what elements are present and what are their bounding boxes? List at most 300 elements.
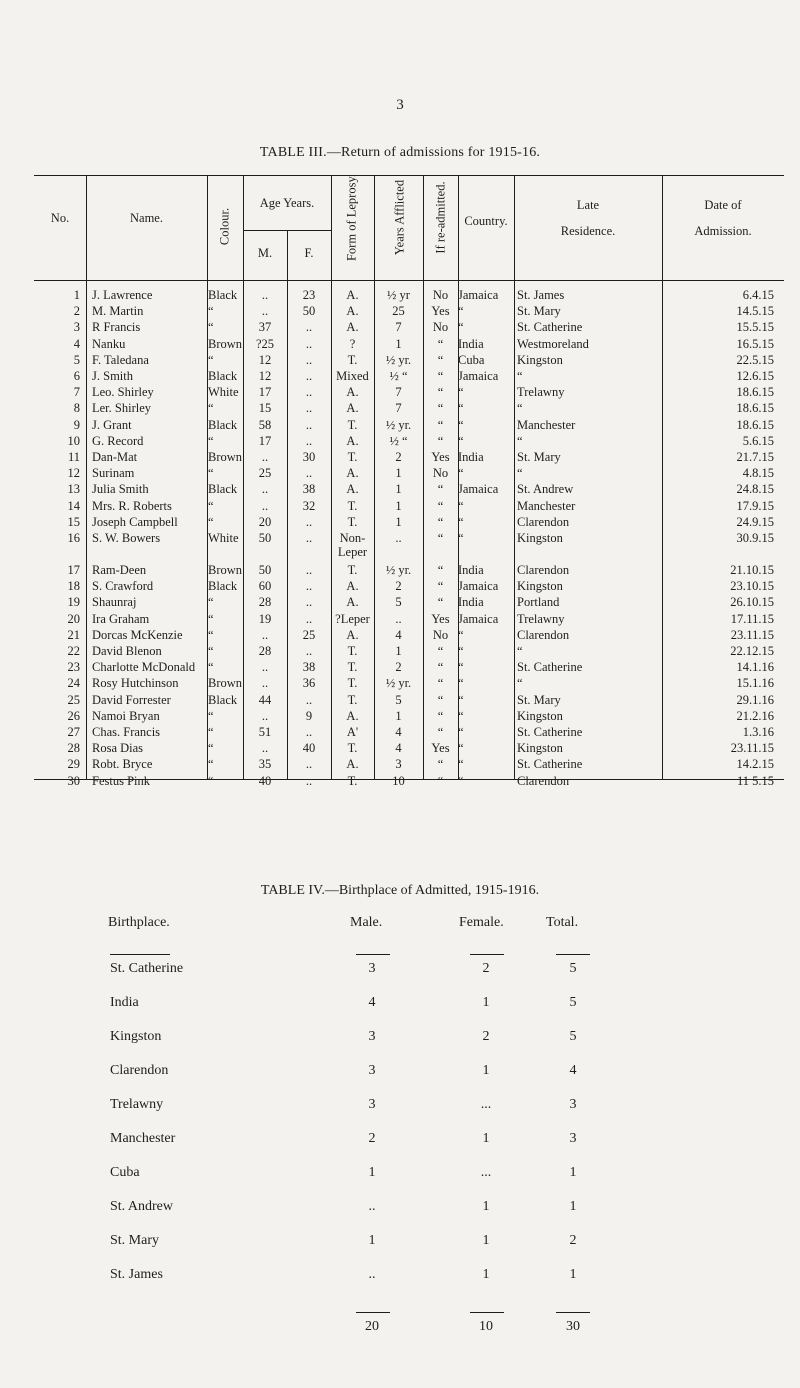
cell-m: 25 (258, 466, 272, 481)
cell-male: 2 (368, 1131, 376, 1146)
cell-years: 25 (392, 304, 405, 319)
header-readmitted: If re-admitted. (433, 181, 448, 254)
cell-name: Rosy Hutchinson (92, 676, 179, 691)
cell-m: .. (261, 660, 269, 675)
cell-colour: Black (208, 288, 238, 302)
cell-re: Yes (431, 304, 450, 319)
cell-name: Festus Pink (92, 773, 151, 788)
cell-male: 4 (368, 995, 376, 1010)
cell-place: Cuba (110, 1165, 140, 1180)
cell-place: Clarendon (110, 1063, 169, 1078)
cell-no: 4 (73, 336, 80, 351)
cell-re: “ (437, 725, 444, 739)
cell-form: T. (347, 563, 358, 577)
cell-no: 25 (67, 692, 80, 707)
cell-m: .. (261, 450, 269, 464)
cell-colour: Brown (208, 563, 243, 577)
cell-name: Robt. Bryce (92, 757, 153, 772)
cell-re: “ (437, 385, 444, 400)
cell-years: 5 (395, 692, 402, 707)
cell-res: St. Mary (517, 692, 561, 707)
cell-no: 17 (67, 563, 80, 577)
header-admission: Admission. (694, 224, 752, 238)
cell-date: 17.11.15 (730, 611, 774, 626)
cell-date: 16.5.15 (736, 336, 774, 351)
cell-f: .. (305, 320, 313, 335)
cell-form: T. (347, 450, 358, 464)
cell-res: Kingston (517, 741, 563, 756)
table-row (34, 498, 784, 514)
cell-years: 1 (395, 498, 402, 513)
cell-m: .. (261, 498, 269, 513)
table-row (34, 481, 784, 497)
table-row (34, 287, 784, 303)
cell-country: Cuba (458, 352, 485, 367)
cell-no: 8 (73, 401, 80, 416)
cell-years: 10 (392, 773, 405, 788)
cell-total: 1 (569, 1267, 577, 1282)
cell-name: Julia Smith (92, 482, 149, 497)
cell-res: “ (517, 644, 523, 658)
table-row (34, 319, 784, 335)
cell-date: 17.9.15 (736, 498, 774, 513)
cell-place: India (110, 995, 139, 1010)
cell-date: 24.9.15 (736, 514, 774, 529)
cell-m: 17 (258, 385, 272, 400)
table-row (34, 643, 784, 659)
cell-m: 28 (258, 644, 272, 658)
cell-no: 16 (67, 531, 80, 545)
cell-f: .. (305, 336, 313, 351)
cell-f: .. (305, 385, 313, 400)
cell-country: India (458, 563, 484, 577)
cell-male: 1 (368, 1233, 376, 1248)
cell-no: 13 (67, 482, 80, 497)
cell-res: St. Catherine (517, 725, 583, 739)
cell-m: .. (261, 627, 269, 642)
cell-res: Kingston (517, 531, 563, 545)
cell-female: 1 (482, 1267, 490, 1282)
cell-years: 2 (395, 579, 402, 594)
cell-f: 9 (305, 708, 313, 723)
cell-form: A. (346, 385, 359, 400)
cell-years: 1 (395, 336, 402, 351)
table-row (34, 352, 784, 368)
cell-male: .. (368, 1267, 376, 1282)
cell-date: 14.5.15 (736, 304, 774, 319)
cell-re: “ (437, 563, 444, 577)
page-number: 3 (396, 97, 404, 113)
cell-country: “ (458, 725, 464, 739)
header-country: Country. (464, 214, 508, 228)
cell-years: 1 (395, 644, 402, 658)
cell-date: 21.2.16 (736, 708, 774, 723)
header-female: Female. (459, 915, 504, 930)
cell-f: .. (305, 563, 313, 577)
total-total: 30 (566, 1319, 580, 1334)
cell-m: 58 (258, 417, 272, 432)
list-item (0, 1130, 800, 1148)
cell-country: Jamaica (458, 482, 499, 497)
cell-f: .. (305, 579, 313, 594)
cell-date: 5.6.15 (742, 433, 774, 448)
cell-f: 25 (302, 627, 316, 642)
cell-total: 3 (569, 1097, 577, 1112)
cell-f: .. (305, 725, 313, 739)
cell-years: ½ yr. (385, 676, 412, 691)
cell-years: 1 (395, 514, 402, 529)
cell-f: 23 (302, 288, 316, 302)
table-row (34, 433, 784, 449)
cell-colour: “ (208, 725, 214, 739)
cell-m: 12 (258, 352, 272, 367)
cell-m: 15 (258, 401, 272, 416)
cell-form: A. (346, 482, 359, 497)
table-row (34, 303, 784, 319)
cell-years: ½ “ (389, 433, 408, 448)
cell-date: 12.6.15 (736, 369, 774, 383)
cell-years: 4 (395, 627, 402, 642)
header-colour: Colour. (217, 207, 232, 246)
cell-total: 1 (569, 1165, 577, 1180)
cell-name: Namoi Bryan (92, 708, 160, 723)
cell-form: Non- (339, 531, 366, 545)
cell-years: 1 (395, 708, 402, 723)
cell-total: 5 (569, 961, 577, 976)
cell-form: A. (346, 401, 359, 416)
rule (356, 954, 390, 955)
header-total: Total. (546, 915, 579, 930)
cell-form: T. (347, 352, 358, 367)
cell-f: 30 (302, 450, 316, 464)
cell-total: 5 (569, 1029, 577, 1044)
cell-form: Mixed (336, 369, 369, 383)
cell-male: 3 (368, 1097, 376, 1112)
cell-colour: “ (208, 757, 214, 772)
rule (34, 280, 784, 281)
cell-f: .. (305, 433, 313, 448)
cell-form: T. (347, 773, 358, 788)
cell-date: 24.8.15 (736, 482, 774, 497)
cell-years: 3 (395, 757, 402, 772)
cell-re: “ (437, 660, 444, 675)
cell-total: 3 (569, 1131, 577, 1146)
cell-date: 29.1.16 (736, 692, 774, 707)
table4-title: TABLE IV.—Birthplace of Admitted, 1915-1916. (260, 883, 540, 898)
cell-res: St. Catherine (517, 660, 583, 675)
cell-res: Portland (517, 595, 560, 610)
cell-re: “ (437, 595, 444, 610)
table-row (34, 692, 784, 708)
cell-no: 7 (73, 385, 80, 400)
cell-res: St. Mary (517, 450, 561, 464)
cell-res: Trelawny (517, 611, 565, 626)
cell-no: 5 (73, 352, 80, 367)
cell-re: “ (437, 757, 444, 772)
cell-colour: “ (208, 498, 214, 513)
cell-res: Kingston (517, 708, 563, 723)
cell-name: Mrs. R. Roberts (92, 498, 172, 513)
cell-re: “ (437, 708, 444, 723)
cell-re: “ (437, 498, 444, 513)
header-residence: Residence. (560, 224, 616, 238)
cell-colour: Black (208, 369, 238, 383)
cell-m: 28 (258, 595, 272, 610)
cell-years: 2 (395, 660, 402, 675)
cell-country: “ (458, 627, 464, 642)
cell-years: ½ yr (387, 288, 410, 302)
cell-total: 2 (569, 1233, 577, 1248)
cell-place: St. James (110, 1267, 163, 1282)
cell-name: G. Record (92, 433, 144, 448)
cell-form: T. (347, 692, 358, 707)
cell-date: 18.6.15 (736, 401, 774, 416)
cell-female: 1 (482, 1063, 490, 1078)
cell-name: Shaunraj (92, 595, 137, 610)
cell-no: 11 (67, 450, 80, 464)
cell-re: “ (437, 482, 444, 497)
cell-form: A' (346, 725, 359, 739)
cell-no: 19 (67, 595, 80, 610)
cell-date: 22.12.15 (730, 644, 774, 658)
cell-female: ... (480, 1097, 492, 1112)
cell-re: “ (437, 514, 444, 529)
cell-date: 23.11.15 (730, 627, 774, 642)
cell-country: “ (458, 644, 464, 658)
cell-years: .. (395, 611, 402, 626)
cell-date: 18.6.15 (736, 385, 774, 400)
cell-colour: White (208, 385, 239, 400)
cell-country: “ (458, 514, 464, 529)
cell-no: 14 (67, 498, 80, 513)
list-item (0, 1198, 800, 1216)
list-item (0, 1164, 800, 1182)
cell-country: India (458, 595, 484, 610)
cell-m: 20 (258, 514, 272, 529)
cell-date: 6.4.15 (742, 288, 774, 302)
cell-country: Jamaica (458, 611, 499, 626)
cell-res: Kingston (517, 579, 563, 594)
header-age: Age Years. (259, 196, 315, 210)
table-row (34, 627, 784, 643)
cell-country: “ (458, 466, 464, 481)
cell-total: 1 (569, 1199, 577, 1214)
header-years-afflicted: Years Afflicted (392, 179, 407, 256)
cell-no: 2 (73, 304, 80, 319)
cell-res: Clarendon (517, 627, 570, 642)
cell-no: 23 (67, 660, 80, 675)
cell-place: Kingston (110, 1029, 162, 1044)
cell-country: “ (458, 708, 464, 723)
table-row (34, 449, 784, 465)
cell-f: .. (305, 773, 313, 788)
cell-place: St. Catherine (110, 961, 184, 976)
header-form-of-leprosy: Form of Leprosy. (344, 173, 359, 262)
header-m: M. (257, 246, 273, 260)
cell-no: 18 (67, 579, 80, 594)
cell-res: St. James (517, 288, 565, 302)
total-male: 20 (365, 1319, 379, 1334)
cell-male: 1 (368, 1165, 376, 1180)
cell-country: “ (458, 385, 464, 400)
cell-f: 38 (302, 482, 316, 497)
cell-re: “ (437, 336, 444, 351)
cell-form: T. (347, 676, 358, 691)
header-name: Name. (130, 211, 163, 225)
cell-years: ½ yr. (385, 352, 412, 367)
cell-name: David Blenon (92, 644, 162, 658)
cell-no: 22 (67, 644, 80, 658)
cell-colour: Black (208, 417, 238, 432)
cell-name: Rosa Dias (92, 741, 144, 756)
cell-res: Clarendon (517, 773, 570, 788)
cell-colour: Brown (208, 676, 243, 691)
table-row (34, 400, 784, 416)
cell-form: A. (346, 433, 359, 448)
cell-f: .. (305, 369, 313, 383)
cell-no: 6 (73, 369, 80, 383)
cell-f: .. (305, 595, 313, 610)
header-birthplace: Birthplace. (108, 915, 170, 930)
cell-colour: Black (208, 692, 238, 707)
header-no: No. (50, 211, 70, 225)
cell-name: Ira Graham (92, 611, 150, 626)
cell-m: 17 (258, 433, 272, 448)
cell-form: T. (347, 417, 358, 432)
cell-female: 1 (482, 1199, 490, 1214)
cell-colour: Brown (208, 450, 243, 464)
cell-res: Manchester (517, 498, 576, 513)
table-row (34, 514, 784, 530)
cell-date: 11 5.15 (736, 773, 774, 788)
cell-name: J. Grant (92, 417, 132, 432)
cell-m: .. (261, 741, 269, 756)
cell-male: 3 (368, 1029, 376, 1044)
cell-country: “ (458, 433, 464, 448)
cell-form: A. (346, 466, 359, 481)
cell-date: 15.5.15 (736, 320, 774, 335)
table-row (34, 724, 784, 740)
cell-years: 7 (395, 320, 402, 335)
table-row (34, 384, 784, 400)
cell-female: 2 (482, 1029, 490, 1044)
cell-colour: Black (208, 482, 238, 497)
cell-no: 1 (73, 288, 80, 302)
rule (470, 954, 504, 955)
cell-no: 3 (73, 320, 80, 335)
cell-years: 2 (395, 450, 402, 464)
cell-female: 1 (482, 995, 490, 1010)
cell-re: “ (437, 352, 444, 367)
table-row (34, 368, 784, 384)
cell-date: 4.8.15 (742, 466, 774, 481)
cell-country: “ (458, 531, 464, 545)
table-row (34, 465, 784, 481)
cell-no: 15 (67, 514, 80, 529)
cell-no: 20 (67, 611, 80, 626)
cell-years: 7 (395, 385, 402, 400)
table3 (34, 173, 784, 788)
cell-name: Chas. Francis (92, 725, 161, 739)
cell-name: M. Martin (92, 304, 144, 319)
table-row (34, 336, 784, 352)
cell-country: Jamaica (458, 288, 499, 302)
cell-m: 40 (258, 773, 272, 788)
cell-no: 24 (67, 676, 80, 691)
cell-country: India (458, 450, 484, 464)
cell-place: St. Mary (110, 1233, 159, 1248)
cell-re: Yes (431, 741, 450, 756)
cell-colour: “ (208, 401, 214, 416)
cell-no: 9 (73, 417, 80, 432)
cell-form-cont: Leper (337, 545, 368, 559)
cell-res: St. Catherine (517, 320, 583, 335)
table-row (34, 417, 784, 433)
cell-date: 26.10.15 (730, 595, 774, 610)
cell-m: 19 (258, 611, 272, 626)
cell-no: 28 (67, 741, 80, 756)
cell-place: St. Andrew (110, 1199, 173, 1214)
cell-f: .. (305, 692, 313, 707)
cell-female: 1 (482, 1233, 490, 1248)
cell-date: 18.6.15 (736, 417, 774, 432)
table-row (34, 530, 784, 559)
cell-country: “ (458, 417, 464, 432)
cell-no: 30 (67, 773, 80, 788)
rule (110, 954, 170, 955)
cell-m: .. (261, 304, 269, 319)
cell-form: A. (346, 579, 359, 594)
cell-res: Clarendon (517, 563, 570, 577)
cell-total: 4 (569, 1063, 577, 1078)
list-item (0, 960, 800, 978)
cell-no: 26 (67, 708, 80, 723)
cell-f: .. (305, 644, 313, 658)
cell-re: “ (437, 401, 444, 416)
cell-re: Yes (431, 450, 450, 464)
cell-f: 38 (302, 660, 316, 675)
cell-country: “ (458, 320, 464, 335)
cell-date: 1.3.16 (742, 725, 774, 739)
cell-colour: “ (208, 466, 214, 481)
cell-years: ½ “ (389, 369, 408, 383)
cell-country: “ (458, 401, 464, 416)
cell-colour: “ (208, 320, 214, 335)
cell-no: 29 (67, 757, 80, 772)
cell-colour: “ (208, 433, 214, 448)
cell-colour: “ (208, 595, 214, 610)
cell-m: 35 (258, 757, 272, 772)
cell-country: “ (458, 692, 464, 707)
cell-female: ... (480, 1165, 492, 1180)
cell-m: ?25 (255, 336, 275, 351)
cell-name: J. Lawrence (92, 288, 153, 302)
cell-name: S. W. Bowers (92, 531, 161, 545)
cell-country: “ (458, 757, 464, 772)
cell-name: Ram-Deen (92, 563, 147, 577)
rule (556, 1312, 590, 1313)
header-date-of: Date of (704, 198, 742, 212)
cell-re: “ (437, 773, 444, 788)
cell-no: 21 (67, 627, 80, 642)
table-row (34, 578, 784, 594)
cell-colour: “ (208, 708, 214, 723)
cell-years: ½ yr. (385, 417, 412, 432)
cell-form: T. (347, 741, 358, 756)
header-f: F. (304, 246, 314, 260)
cell-male: 3 (368, 1063, 376, 1078)
table-row (34, 740, 784, 756)
